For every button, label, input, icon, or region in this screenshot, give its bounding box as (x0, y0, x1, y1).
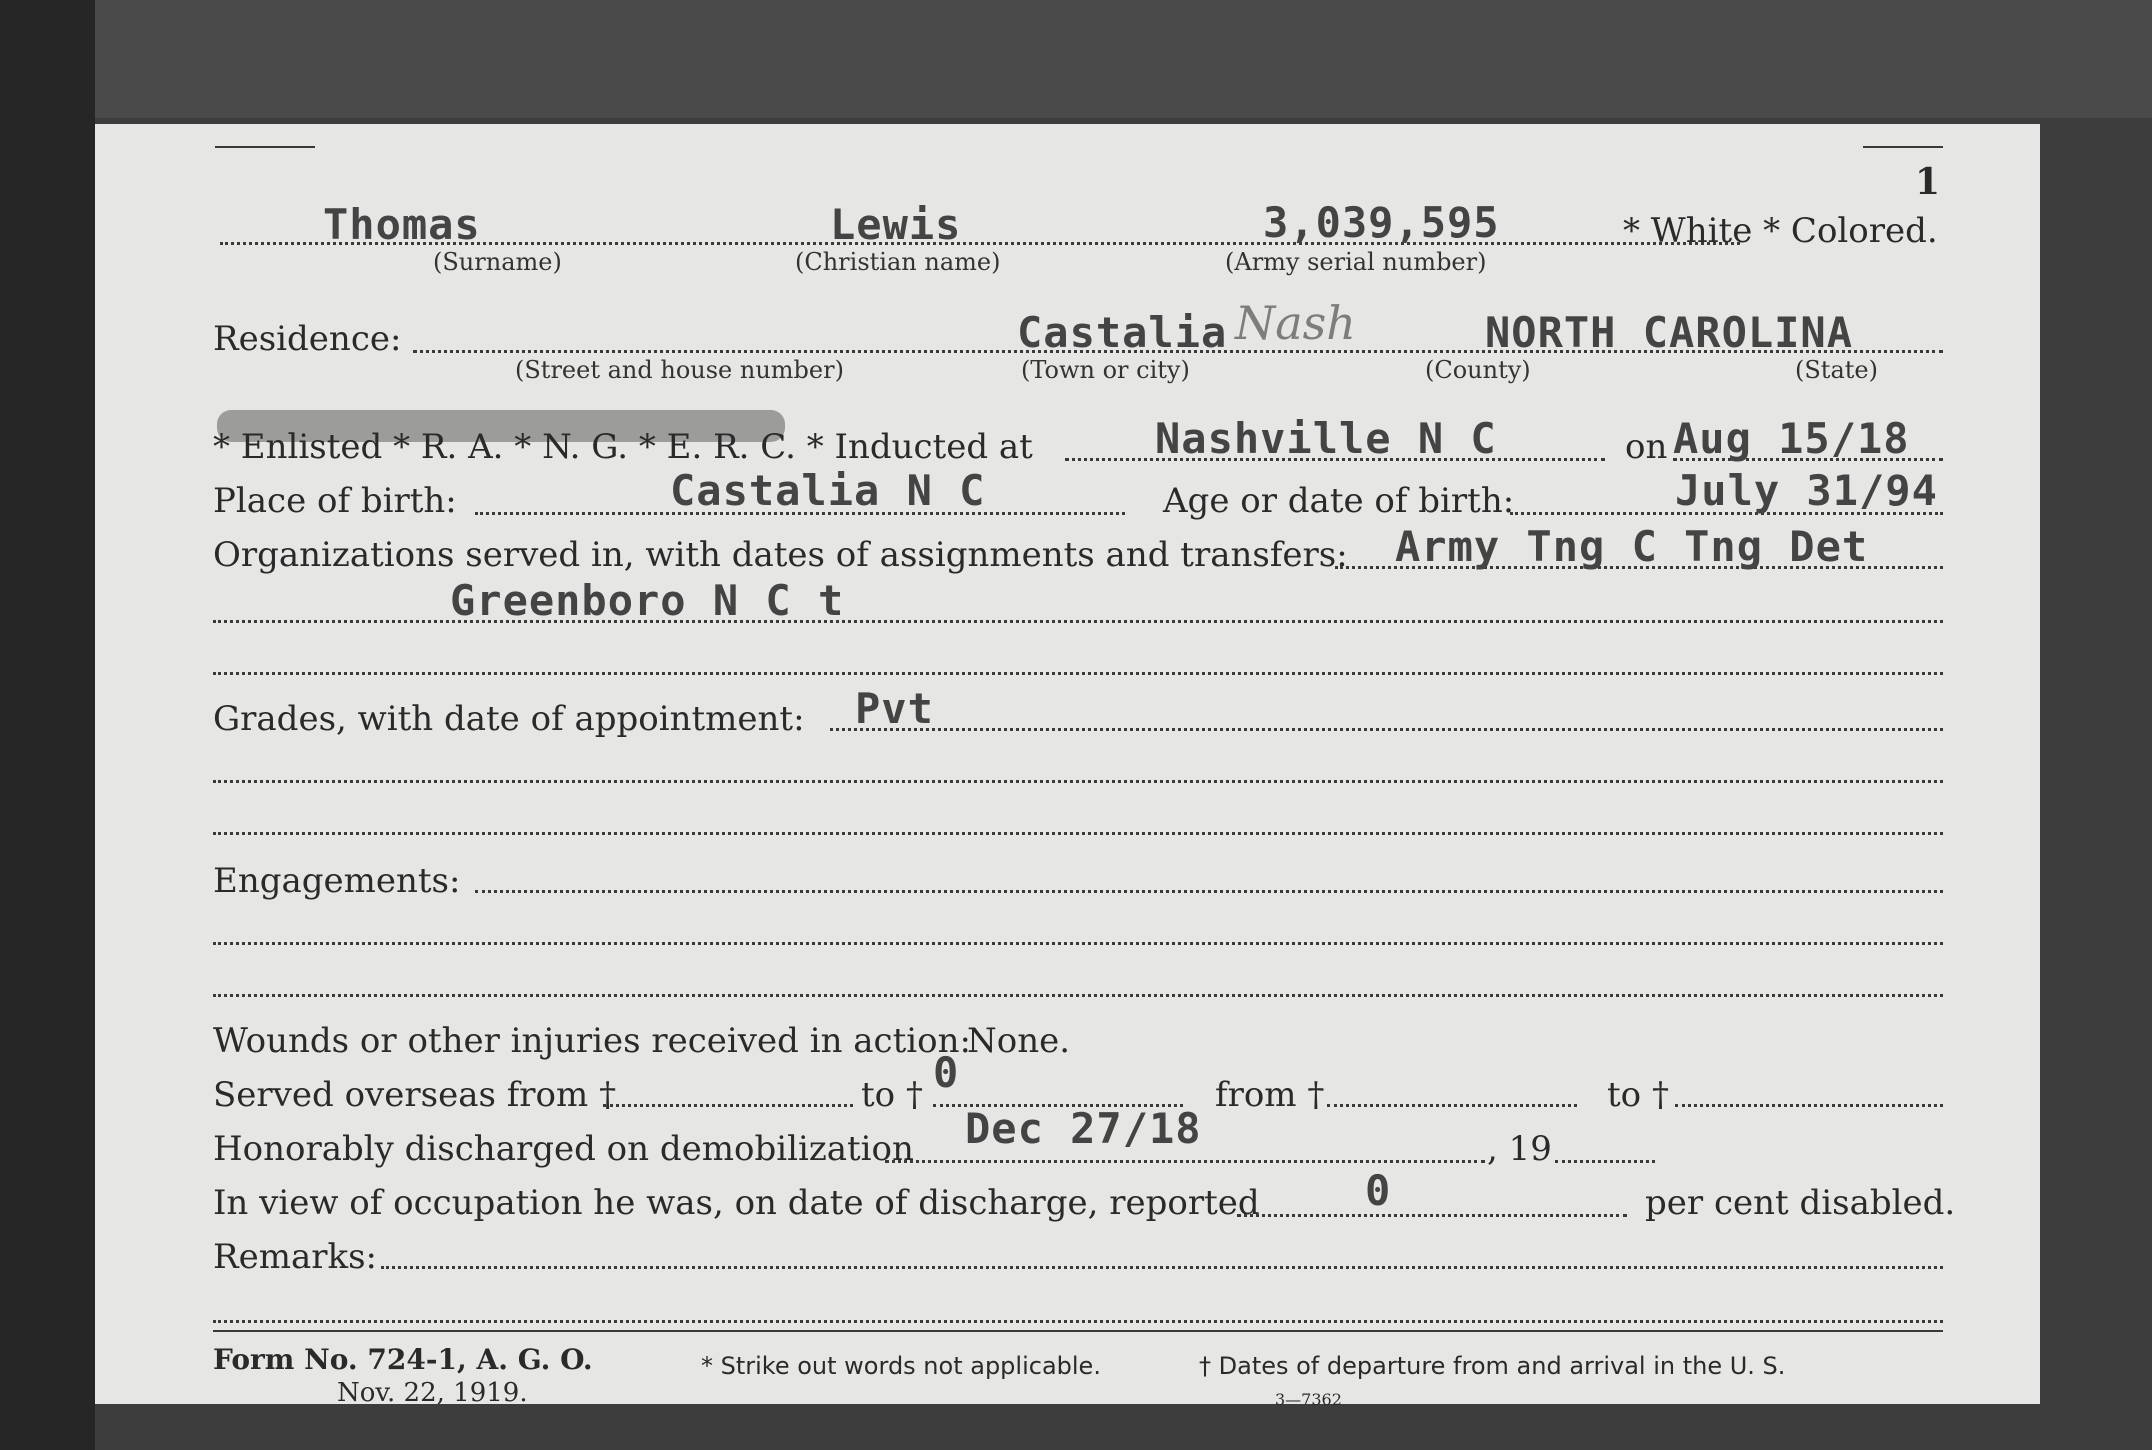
service-record-card (95, 124, 2040, 1409)
footnote-strike: * Strike out words not applicable. (701, 1352, 1101, 1380)
return-from-line (1327, 1104, 1577, 1107)
year-line (1555, 1160, 1655, 1163)
scan-border-left (0, 0, 95, 1450)
grades-line-2 (213, 780, 1943, 783)
serial-number-value: 3,039,595 (1263, 198, 1500, 247)
form-number: Form No. 724-1, A. G. O. (213, 1343, 593, 1376)
christian-name-value: Lewis (830, 200, 962, 249)
town-caption: (Town or city) (1021, 356, 1190, 384)
dob-label: Age or date of birth: (1163, 481, 1515, 521)
serial-number-caption: (Army serial number) (1225, 248, 1487, 276)
return-to-line (1675, 1104, 1943, 1107)
print-code: 3—7362 (1275, 1390, 1342, 1409)
overseas-value: 0 (933, 1048, 960, 1097)
discharge-label: Honorably discharged on demobilization (213, 1129, 914, 1169)
surname-value: Thomas (323, 200, 481, 249)
organizations-label: Organizations served in, with dates of assignments and transfers: (213, 535, 1348, 575)
organizations-value-2: Greenboro N C t (450, 576, 845, 625)
scan-border-top (95, 0, 2152, 118)
birthplace-value: Castalia N C (670, 466, 986, 515)
wounds-label: Wounds or other injuries received in action: (213, 1021, 971, 1061)
footer-rule (213, 1330, 1943, 1332)
christian-name-caption: (Christian name) (795, 248, 1001, 276)
birthplace-label: Place of birth: (213, 481, 457, 521)
disability-label: In view of occupation he was, on date of discharge, reported (213, 1183, 1260, 1223)
top-left-rule (215, 146, 315, 148)
inducted-at-value: Nashville N C (1155, 414, 1497, 463)
overseas-to-label: to † (861, 1075, 923, 1115)
engagements-line-1 (475, 890, 1943, 893)
engagements-label: Engagements: (213, 861, 461, 901)
inducted-date-value: Aug 15/18 (1673, 414, 1910, 463)
return-from-label: from † (1215, 1075, 1325, 1115)
town-value: Castalia (1017, 308, 1228, 357)
grades-line-3 (213, 832, 1943, 835)
organizations-line-3 (213, 672, 1943, 675)
top-right-rule (1863, 146, 1943, 148)
surname-caption: (Surname) (433, 248, 562, 276)
race-options: * White * Colored. (1623, 211, 1938, 251)
remarks-label: Remarks: (213, 1237, 377, 1277)
discharge-line (885, 1160, 1485, 1163)
street-caption: (Street and house number) (515, 356, 844, 384)
organizations-value-1: Army Tng C Tng Det (1395, 522, 1869, 571)
per-cent-label: per cent disabled. (1645, 1183, 1956, 1223)
grade-value: Pvt (855, 684, 934, 733)
engagements-line-3 (213, 994, 1943, 997)
disability-value: 0 (1365, 1166, 1392, 1215)
remarks-line-2 (213, 1320, 1943, 1323)
residence-label: Residence: (213, 319, 402, 359)
dob-value: July 31/94 (1675, 466, 1938, 515)
state-value: NORTH CAROLINA (1485, 308, 1854, 357)
overseas-from-label: Served overseas from † (213, 1075, 617, 1115)
footnote-dates: † Dates of departure from and arrival in the U. S. (1199, 1352, 1786, 1380)
enlisted-label: * Enlisted * R. A. * N. G. * E. R. C. * Inducted at (213, 427, 1033, 467)
county-handwritten-value: Nash (1235, 296, 1356, 350)
discharge-date-value: Dec 27/18 (965, 1104, 1202, 1153)
engagements-line-2 (213, 942, 1943, 945)
year-label: , 19 (1487, 1129, 1552, 1169)
page-number: 1 (1915, 161, 1941, 203)
disability-line (1237, 1214, 1627, 1217)
county-caption: (County) (1425, 356, 1531, 384)
form-date: Nov. 22, 1919. (337, 1378, 528, 1408)
state-caption: (State) (1795, 356, 1878, 384)
remarks-line-1 (381, 1266, 1943, 1269)
return-to-label: to † (1607, 1075, 1669, 1115)
on-label: on (1625, 427, 1668, 467)
overseas-from-line (603, 1104, 853, 1107)
grades-line-1 (830, 728, 1943, 731)
wounds-value: None. (967, 1021, 1071, 1061)
grades-label: Grades, with date of appointment: (213, 699, 805, 739)
